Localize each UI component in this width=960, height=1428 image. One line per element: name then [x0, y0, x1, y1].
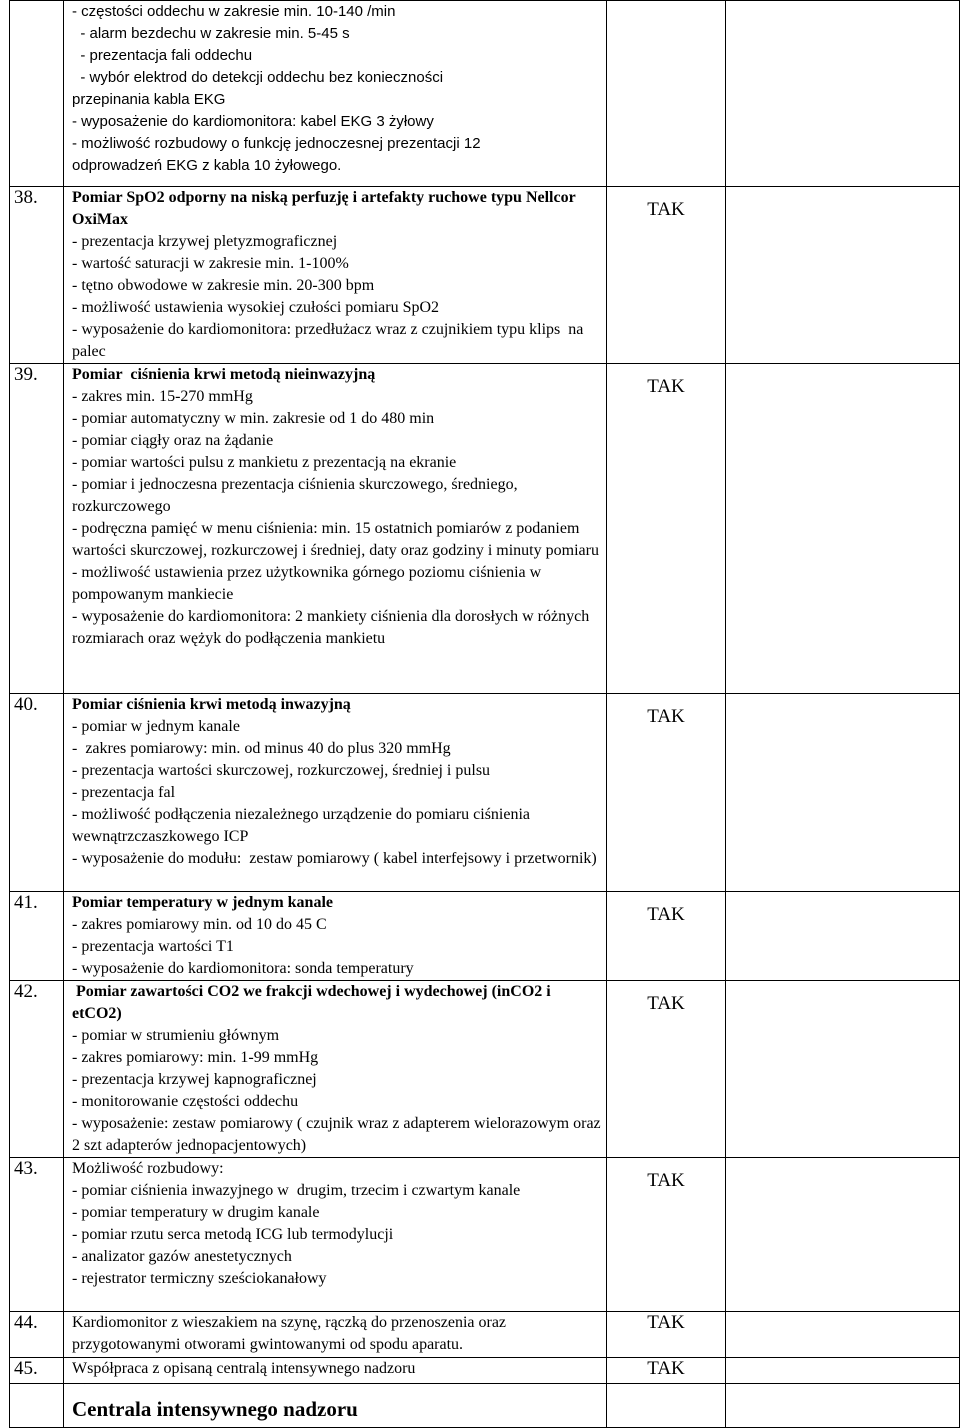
row-title: Pomiar ciśnienia krwi metodą nieinwazyjną	[72, 366, 376, 383]
requirement-value: TAK	[607, 1312, 726, 1358]
description-line: przepinania kabla EKG	[72, 91, 226, 108]
row-description	[64, 187, 607, 364]
description-line: - prezentacja krzywej kapnograficznej	[72, 1071, 317, 1088]
description-line: - wyposażenie: zestaw pomiarowy ( czujnik wraz z adapterem wielorazowym oraz 2 szt adapterów jednopacjentowych)	[72, 1115, 621, 1154]
description-line: - pomiar w jednym kanale	[72, 718, 240, 735]
offer-cell	[726, 1312, 960, 1358]
table-row	[10, 1, 960, 187]
row-description	[64, 981, 621, 1158]
row-number: 40.	[10, 694, 64, 892]
table-row	[10, 694, 960, 892]
row-number: 44.	[10, 1312, 64, 1358]
requirement-value: TAK	[607, 1158, 726, 1312]
description-line: - pomiar rzutu serca metodą ICG lub termodylucji	[72, 1226, 394, 1243]
row-description	[64, 694, 607, 892]
row-number: 43.	[10, 1158, 64, 1312]
row-description	[64, 1158, 607, 1312]
row-number	[10, 1, 64, 187]
description-line: - tętno obwodowe w zakresie min. 20-300 bpm	[72, 277, 375, 294]
row-number: 38.	[10, 187, 64, 364]
specification-table	[9, 0, 960, 1428]
description-line: - zakres pomiarowy: min. od minus 40 do plus 320 mmHg	[72, 740, 451, 757]
row-number: 45.	[10, 1358, 64, 1384]
specification-body	[10, 1, 960, 1428]
offer-cell	[726, 1, 960, 187]
description-line: - prezentacja wartości T1	[72, 938, 234, 955]
description-line: - pomiar ciśnienia inwazyjnego w drugim, trzecim i czwartym kanale	[72, 1182, 521, 1199]
requirement-value: TAK	[607, 694, 726, 892]
table-row	[10, 892, 960, 981]
description-line: - wyposażenie do kardiomonitora: kabel EKG 3 żyłowy	[72, 113, 434, 130]
description-line: - pomiar automatyczny w min. zakresie od 1 do 480 min	[72, 410, 435, 427]
description-line: - wartość saturacji w zakresie min. 1-100%	[72, 255, 349, 272]
offer-cell	[726, 187, 960, 364]
offer-cell	[726, 364, 960, 694]
section-title: Centrala intensywnego nadzoru	[72, 1397, 358, 1421]
description-line: - prezentacja wartości skurczowej, rozkurczowej, średniej i pulsu	[72, 762, 491, 779]
description-line: Kardiomonitor z wieszakiem na szynę, rączką do przenoszenia oraz przygotowanymi otworami gwintowanymi od spodu aparatu.	[72, 1314, 511, 1353]
table-row	[10, 364, 960, 694]
row-number: 41.	[10, 892, 64, 981]
description-line: - alarm bezdechu w zakresie min. 5-45 s	[72, 25, 350, 42]
row-description	[64, 364, 607, 694]
description-line: odprowadzeń EKG z kabla 10 żyłowego.	[72, 157, 342, 174]
table-row	[10, 1312, 960, 1358]
requirement-value: TAK	[607, 892, 726, 981]
table-row	[10, 981, 960, 1158]
table-row	[10, 1158, 960, 1312]
offer-cell	[726, 1158, 960, 1312]
description-line: - możliwość rozbudowy o funkcję jednoczesnej prezentacji 12	[72, 135, 481, 152]
row-description	[64, 892, 607, 981]
description-line: - zakres pomiarowy min. od 10 do 45 C	[72, 916, 327, 933]
row-description	[64, 1, 607, 187]
offer-cell	[726, 694, 960, 892]
description-line: Współpraca z opisaną centralą intensywnego nadzoru	[72, 1360, 416, 1377]
description-line: - pomiar wartości pulsu z mankietu z prezentacją na ekranie	[72, 454, 457, 471]
description-line: - zakres min. 15-270 mmHg	[72, 388, 253, 405]
requirement-value	[607, 1, 726, 187]
description-line: - prezentacja fal	[72, 784, 176, 801]
table-row	[10, 1358, 960, 1384]
row-title: Pomiar ciśnienia krwi metodą inwazyjną	[72, 696, 351, 713]
description-line: - monitorowanie częstości oddechu	[72, 1093, 299, 1110]
description-line: - wyposażenie do kardiomonitora: 2 mankiety ciśnienia dla dorosłych w różnych rozmiarach oraz wężyk do podłączenia mankietu	[72, 608, 606, 647]
description-line: Możliwość rozbudowy:	[72, 1160, 224, 1177]
row-title: Pomiar zawartości CO2 we frakcji wdechowej i wydechowej (inCO2 i etCO2)	[72, 983, 555, 1022]
row-number: 42.	[10, 981, 64, 1158]
description-line: - zakres pomiarowy: min. 1-99 mmHg	[72, 1049, 319, 1066]
offer-cell	[726, 981, 960, 1158]
description-line: - wyposażenie do kardiomonitora: przedłużacz wraz z czujnikiem typu klips na palec	[72, 321, 588, 360]
description-line: - możliwość ustawienia przez użytkownika górnego poziomu ciśnienia w pompowanym mankiecie	[72, 564, 546, 603]
offer-cell	[726, 1358, 960, 1384]
description-line: - wyposażenie do modułu: zestaw pomiarowy ( kabel interfejsowy i przetwornik)	[72, 850, 597, 867]
description-line: - analizator gazów anestetycznych	[72, 1248, 292, 1265]
section-cell	[64, 1384, 607, 1428]
section-empty-cell	[10, 1384, 64, 1428]
description-line: - częstości oddechu w zakresie min. 10-140 /min	[72, 3, 396, 20]
row-number: 39.	[10, 364, 64, 694]
requirement-value: TAK	[607, 187, 726, 364]
row-description	[64, 1312, 607, 1358]
section-row	[10, 1384, 960, 1428]
requirement-value: TAK	[607, 981, 726, 1158]
row-title: Pomiar SpO2 odporny na niską perfuzję i artefakty ruchowe typu Nellcor OxiMax	[72, 189, 580, 228]
requirement-value: TAK	[607, 1358, 726, 1384]
description-line: - pomiar ciągły oraz na żądanie	[72, 432, 274, 449]
requirement-value: TAK	[607, 364, 726, 694]
description-line: - wyposażenie do kardiomonitora: sonda temperatury	[72, 960, 414, 977]
offer-cell	[726, 892, 960, 981]
description-line: - możliwość ustawienia wysokiej czułości pomiaru SpO2	[72, 299, 440, 316]
description-line: - podręczna pamięć w menu ciśnienia: min. 15 ostatnich pomiarów z podaniem wartości skurczowej, rozkurczowej i średniej, daty oraz godziny i minuty pomiaru	[72, 520, 599, 559]
description-line: - wybór elektrod do detekcji oddechu bez konieczności	[72, 69, 444, 86]
row-description	[64, 1358, 607, 1384]
description-line: - pomiar w strumieniu głównym	[72, 1027, 280, 1044]
section-empty-cell	[726, 1384, 960, 1428]
description-line: - prezentacja krzywej pletyzmograficznej	[72, 233, 338, 250]
description-line: - rejestrator termiczny sześciokanałowy	[72, 1270, 327, 1287]
description-line: - możliwość podłączenia niezależnego urządzenie do pomiaru ciśnienia wewnątrzczaszkowego ICP	[72, 806, 535, 845]
row-title: Pomiar temperatury w jednym kanale	[72, 894, 333, 911]
description-line: - prezentacja fali oddechu	[72, 47, 253, 64]
description-line: - pomiar i jednoczesna prezentacja ciśnienia skurczowego, średniego, rozkurczowego	[72, 476, 522, 515]
table-row	[10, 187, 960, 364]
description-line: - pomiar temperatury w drugim kanale	[72, 1204, 320, 1221]
section-empty-cell	[607, 1384, 726, 1428]
